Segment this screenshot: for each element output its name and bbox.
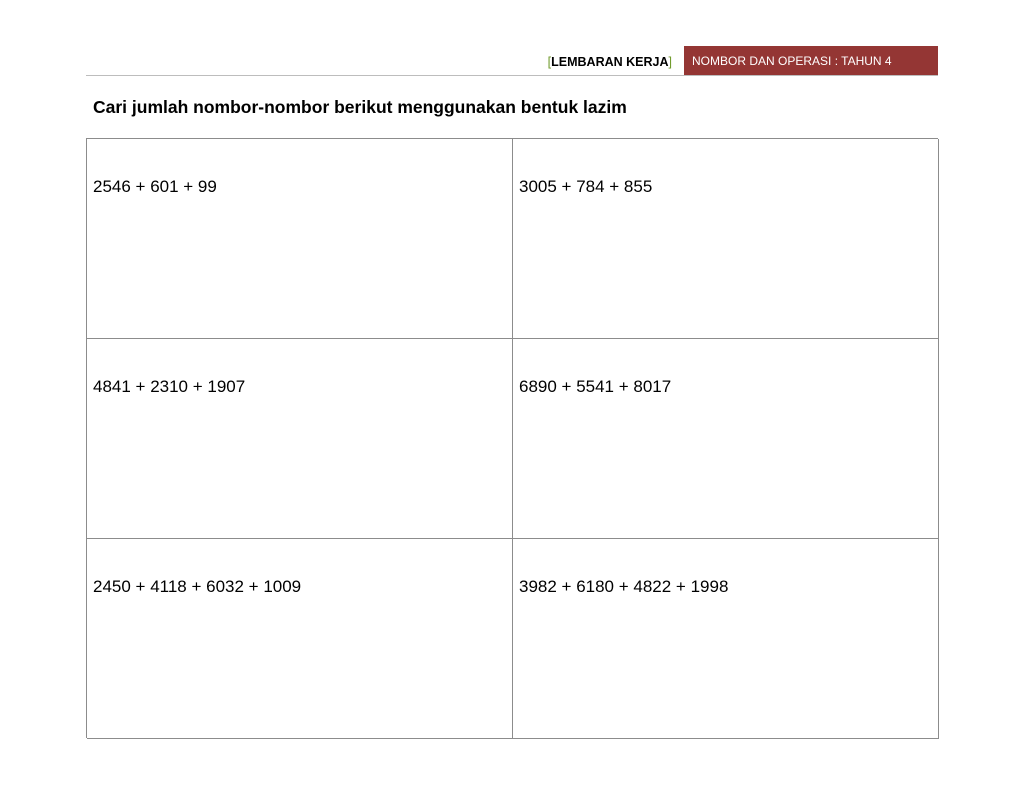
open-bracket: [: [547, 55, 552, 69]
problem-grid: [86, 138, 938, 738]
problem-text: 6890 + 5541 + 8017: [519, 377, 672, 396]
header-divider: [86, 75, 938, 76]
problem-text: 4841 + 2310 + 1907: [93, 377, 246, 396]
problem-cell-2[interactable]: [513, 139, 939, 339]
problem-text: 3005 + 784 + 855: [519, 177, 653, 196]
problem-text: 2546 + 601 + 99: [93, 177, 217, 196]
page-header: [86, 46, 938, 76]
problem-cell-3[interactable]: [87, 339, 513, 539]
close-bracket: ]: [668, 55, 672, 69]
worksheet-label-text: LEMBARAN KERJA: [551, 55, 669, 69]
problem-text: 2450 + 4118 + 6032 + 1009: [93, 577, 302, 596]
problem-text: 3982 + 6180 + 4822 + 1998: [519, 577, 729, 596]
problem-cell-1[interactable]: [87, 139, 513, 339]
problem-cell-6[interactable]: [513, 539, 939, 739]
problem-cell-4[interactable]: [513, 339, 939, 539]
topic-banner: NOMBOR DAN OPERASI : TAHUN 4: [684, 46, 938, 75]
worksheet-label: [548, 55, 672, 69]
problem-cell-5[interactable]: [87, 539, 513, 739]
instruction-heading: Cari jumlah nombor-nombor berikut menggunakan bentuk lazim: [93, 97, 627, 117]
